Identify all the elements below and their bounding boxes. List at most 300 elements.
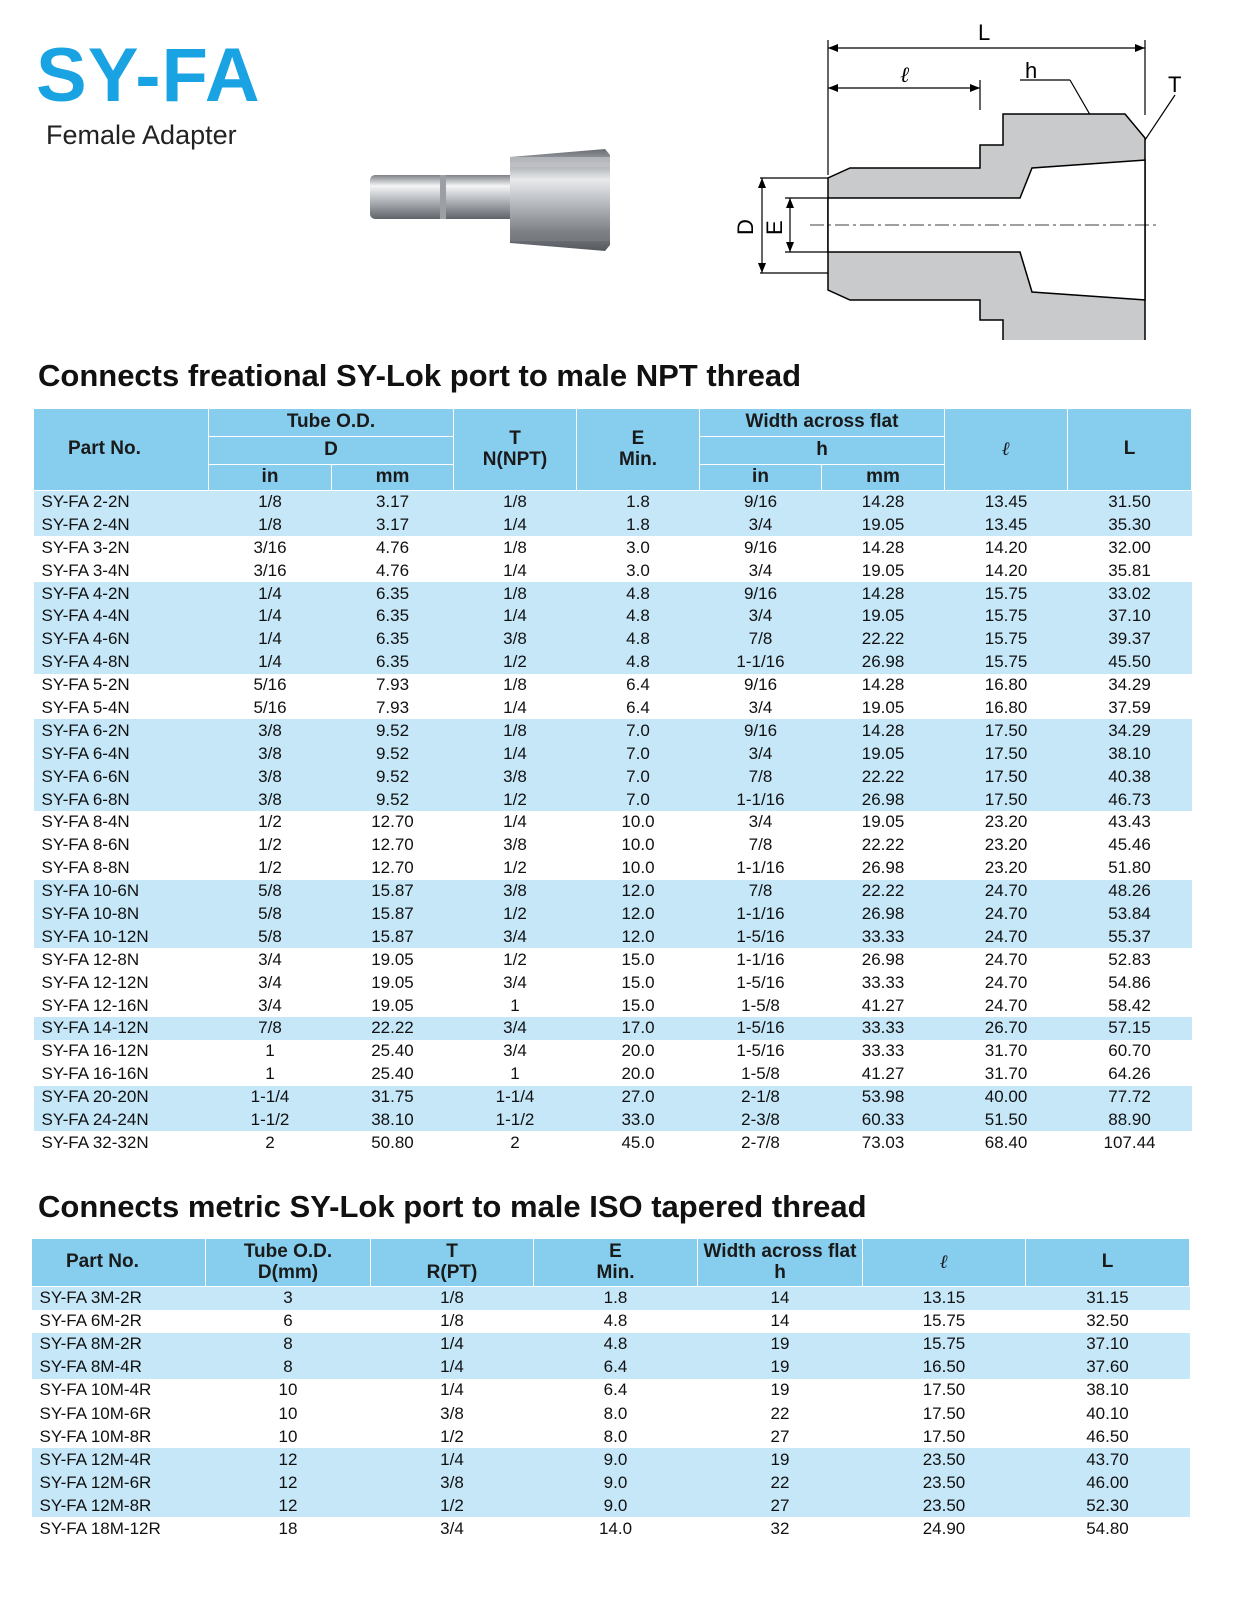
col2-t: T R(PT) [371, 1239, 534, 1287]
value-cell: 1/2 [209, 811, 332, 834]
value-cell: 3/8 [454, 628, 577, 651]
value-cell: 1/8 [209, 513, 332, 536]
product-photo [370, 145, 620, 255]
value-cell: 4.8 [577, 582, 700, 605]
part-number-cell: SY-FA 2-4N [34, 513, 209, 536]
value-cell: 6.4 [534, 1356, 698, 1379]
dim-h-label: h [1025, 58, 1038, 83]
value-cell: 14.28 [822, 491, 945, 514]
part-number-cell: SY-FA 18M-12R [32, 1517, 206, 1540]
part-number-cell: SY-FA 3-4N [34, 559, 209, 582]
value-cell: 26.98 [822, 857, 945, 880]
value-cell: 3/8 [371, 1402, 534, 1425]
value-cell: 27.0 [577, 1086, 700, 1109]
col-h-mm: mm [822, 465, 945, 491]
value-cell: 9.0 [534, 1494, 698, 1517]
part-number-cell: SY-FA 6-6N [34, 765, 209, 788]
value-cell: 5/16 [209, 697, 332, 720]
value-cell: 7/8 [700, 628, 822, 651]
col-L: L [1068, 409, 1192, 491]
value-cell: 1/4 [209, 628, 332, 651]
value-cell: 15.0 [577, 948, 700, 971]
value-cell: 52.83 [1068, 948, 1192, 971]
part-number-cell: SY-FA 8M-4R [32, 1356, 206, 1379]
value-cell: 50.80 [332, 1131, 454, 1154]
value-cell: 14.28 [822, 674, 945, 697]
table-row [34, 1040, 1192, 1063]
value-cell: 4.8 [577, 651, 700, 674]
value-cell: 15.87 [332, 903, 454, 926]
value-cell: 15.0 [577, 971, 700, 994]
part-number-cell: SY-FA 24-24N [34, 1109, 209, 1132]
value-cell: 19.05 [822, 811, 945, 834]
value-cell: 22 [698, 1471, 863, 1494]
value-cell: 3.17 [332, 491, 454, 514]
col2-e: E Min. [534, 1239, 698, 1287]
value-cell: 1/2 [454, 651, 577, 674]
value-cell: 2 [454, 1131, 577, 1154]
value-cell: 5/16 [209, 674, 332, 697]
value-cell: 6.4 [577, 674, 700, 697]
value-cell: 15.87 [332, 925, 454, 948]
iso-table [31, 1238, 1190, 1541]
value-cell: 10 [206, 1402, 371, 1425]
value-cell: 46.00 [1026, 1471, 1190, 1494]
value-cell: 54.80 [1026, 1517, 1190, 1540]
value-cell: 1 [454, 1063, 577, 1086]
value-cell: 33.33 [822, 1017, 945, 1040]
table-row [32, 1287, 1190, 1310]
value-cell: 1/8 [454, 536, 577, 559]
value-cell: 27 [698, 1494, 863, 1517]
value-cell: 15.75 [863, 1310, 1026, 1333]
value-cell: 1/4 [371, 1448, 534, 1471]
value-cell: 38.10 [332, 1109, 454, 1132]
value-cell: 16.80 [945, 697, 1068, 720]
value-cell: 22 [698, 1402, 863, 1425]
value-cell: 15.0 [577, 994, 700, 1017]
part-number-cell: SY-FA 4-2N [34, 582, 209, 605]
value-cell: 1/8 [371, 1310, 534, 1333]
value-cell: 9/16 [700, 674, 822, 697]
value-cell: 33.02 [1068, 582, 1192, 605]
table-row [34, 674, 1192, 697]
value-cell: 3/4 [700, 811, 822, 834]
value-cell: 88.90 [1068, 1109, 1192, 1132]
value-cell: 40.00 [945, 1086, 1068, 1109]
value-cell: 22.22 [822, 834, 945, 857]
col-l: ℓ [945, 409, 1068, 491]
part-number-cell: SY-FA 20-20N [34, 1086, 209, 1109]
value-cell: 45.0 [577, 1131, 700, 1154]
value-cell: 23.50 [863, 1448, 1026, 1471]
value-cell: 3/4 [454, 1040, 577, 1063]
value-cell: 1/4 [454, 742, 577, 765]
value-cell: 1/2 [454, 788, 577, 811]
value-cell: 19.05 [332, 971, 454, 994]
value-cell: 3/8 [209, 765, 332, 788]
value-cell: 24.70 [945, 971, 1068, 994]
value-cell: 31.75 [332, 1086, 454, 1109]
value-cell: 43.70 [1026, 1448, 1190, 1471]
value-cell: 37.10 [1068, 605, 1192, 628]
table-row [34, 513, 1192, 536]
value-cell: 19 [698, 1356, 863, 1379]
table-row [34, 948, 1192, 971]
value-cell: 12 [206, 1448, 371, 1471]
dim-E-label: E [762, 220, 787, 235]
value-cell: 68.40 [945, 1131, 1068, 1154]
value-cell: 15.75 [945, 628, 1068, 651]
table-row [34, 651, 1192, 674]
value-cell: 12 [206, 1471, 371, 1494]
section1-title: Connects freational SY-Lok port to male NPT thread [38, 358, 802, 393]
dim-l-label: ℓ [900, 63, 910, 88]
value-cell: 17.50 [863, 1379, 1026, 1402]
part-number-cell: SY-FA 8M-2R [32, 1333, 206, 1356]
table-row [32, 1517, 1190, 1540]
value-cell: 12.0 [577, 925, 700, 948]
col2-width: Width across flat h [698, 1239, 863, 1287]
value-cell: 35.81 [1068, 559, 1192, 582]
value-cell: 20.0 [577, 1040, 700, 1063]
value-cell: 6.35 [332, 651, 454, 674]
value-cell: 1 [454, 994, 577, 1017]
value-cell: 38.10 [1068, 742, 1192, 765]
value-cell: 41.27 [822, 1063, 945, 1086]
table-row [32, 1356, 1190, 1379]
value-cell: 77.72 [1068, 1086, 1192, 1109]
part-number-cell: SY-FA 10-8N [34, 903, 209, 926]
value-cell: 1/4 [209, 651, 332, 674]
col-d-mm: mm [332, 465, 454, 491]
value-cell: 19.05 [822, 697, 945, 720]
table-row [32, 1333, 1190, 1356]
value-cell: 6.4 [534, 1379, 698, 1402]
value-cell: 32.00 [1068, 536, 1192, 559]
value-cell: 22.22 [822, 628, 945, 651]
value-cell: 1/8 [454, 491, 577, 514]
value-cell: 48.26 [1068, 880, 1192, 903]
dimension-drawing [720, 20, 1210, 340]
value-cell: 23.20 [945, 811, 1068, 834]
value-cell: 17.0 [577, 1017, 700, 1040]
value-cell: 1/8 [454, 582, 577, 605]
part-number-cell: SY-FA 12M-4R [32, 1448, 206, 1471]
value-cell: 1/8 [454, 719, 577, 742]
value-cell: 1/2 [454, 903, 577, 926]
table-row [34, 628, 1192, 651]
table-row [34, 1086, 1192, 1109]
value-cell: 1.8 [577, 491, 700, 514]
value-cell: 12.0 [577, 880, 700, 903]
value-cell: 1/2 [371, 1494, 534, 1517]
value-cell: 1/8 [371, 1287, 534, 1310]
part-number-cell: SY-FA 14-12N [34, 1017, 209, 1040]
col2-l: ℓ [863, 1239, 1026, 1287]
value-cell: 3/8 [454, 834, 577, 857]
value-cell: 19.05 [822, 742, 945, 765]
value-cell: 3/4 [700, 513, 822, 536]
value-cell: 3/4 [209, 971, 332, 994]
value-cell: 3.0 [577, 559, 700, 582]
value-cell: 9/16 [700, 582, 822, 605]
value-cell: 3/4 [700, 697, 822, 720]
table-row [34, 994, 1192, 1017]
value-cell: 3/8 [209, 788, 332, 811]
value-cell: 1/4 [371, 1356, 534, 1379]
value-cell: 3/8 [371, 1471, 534, 1494]
table-row [32, 1448, 1190, 1471]
part-number-cell: SY-FA 12-8N [34, 948, 209, 971]
value-cell: 10 [206, 1425, 371, 1448]
value-cell: 31.15 [1026, 1287, 1190, 1310]
table-row [34, 971, 1192, 994]
value-cell: 19.05 [822, 513, 945, 536]
value-cell: 10.0 [577, 811, 700, 834]
part-number-cell: SY-FA 6-4N [34, 742, 209, 765]
value-cell: 1-5/8 [700, 994, 822, 1017]
value-cell: 3/4 [454, 971, 577, 994]
value-cell: 9/16 [700, 536, 822, 559]
col-t: T N(NPT) [454, 409, 577, 491]
value-cell: 33.33 [822, 971, 945, 994]
value-cell: 12.70 [332, 834, 454, 857]
col-d: D [209, 437, 454, 465]
value-cell: 34.29 [1068, 719, 1192, 742]
value-cell: 4.8 [577, 628, 700, 651]
value-cell: 2-1/8 [700, 1086, 822, 1109]
part-number-cell: SY-FA 2-2N [34, 491, 209, 514]
value-cell: 14.20 [945, 559, 1068, 582]
table-row [32, 1379, 1190, 1402]
table-row [34, 559, 1192, 582]
value-cell: 1.8 [534, 1287, 698, 1310]
value-cell: 8.0 [534, 1425, 698, 1448]
value-cell: 3/8 [454, 765, 577, 788]
value-cell: 20.0 [577, 1063, 700, 1086]
col-part-no: Part No. [34, 409, 209, 491]
value-cell: 14.28 [822, 536, 945, 559]
part-number-cell: SY-FA 6-8N [34, 788, 209, 811]
value-cell: 107.44 [1068, 1131, 1192, 1154]
value-cell: 3/8 [454, 880, 577, 903]
value-cell: 1 [209, 1063, 332, 1086]
part-number-cell: SY-FA 8-8N [34, 857, 209, 880]
value-cell: 3/4 [700, 742, 822, 765]
value-cell: 31.70 [945, 1040, 1068, 1063]
value-cell: 9.0 [534, 1448, 698, 1471]
table-row [34, 834, 1192, 857]
col-h-in: in [700, 465, 822, 491]
value-cell: 3/16 [209, 559, 332, 582]
value-cell: 2-3/8 [700, 1109, 822, 1132]
value-cell: 17.50 [945, 788, 1068, 811]
value-cell: 15.87 [332, 880, 454, 903]
table-row [34, 765, 1192, 788]
npt-table [33, 408, 1192, 1154]
value-cell: 58.42 [1068, 994, 1192, 1017]
value-cell: 7.0 [577, 765, 700, 788]
value-cell: 53.98 [822, 1086, 945, 1109]
value-cell: 1/2 [371, 1425, 534, 1448]
value-cell: 13.45 [945, 513, 1068, 536]
part-number-cell: SY-FA 16-12N [34, 1040, 209, 1063]
part-number-cell: SY-FA 4-6N [34, 628, 209, 651]
value-cell: 23.50 [863, 1471, 1026, 1494]
value-cell: 22.22 [332, 1017, 454, 1040]
value-cell: 5/8 [209, 925, 332, 948]
part-number-cell: SY-FA 16-16N [34, 1063, 209, 1086]
value-cell: 5/8 [209, 903, 332, 926]
value-cell: 35.30 [1068, 513, 1192, 536]
value-cell: 4.76 [332, 536, 454, 559]
value-cell: 16.80 [945, 674, 1068, 697]
value-cell: 14 [698, 1287, 863, 1310]
value-cell: 3.0 [577, 536, 700, 559]
part-number-cell: SY-FA 6-2N [34, 719, 209, 742]
col-e: E Min. [577, 409, 700, 491]
part-number-cell: SY-FA 12-12N [34, 971, 209, 994]
value-cell: 52.30 [1026, 1494, 1190, 1517]
value-cell: 40.10 [1026, 1402, 1190, 1425]
value-cell: 1 [209, 1040, 332, 1063]
table-row [34, 719, 1192, 742]
value-cell: 9.52 [332, 788, 454, 811]
value-cell: 3/8 [209, 742, 332, 765]
value-cell: 13.45 [945, 491, 1068, 514]
value-cell: 8.0 [534, 1402, 698, 1425]
value-cell: 19.05 [822, 559, 945, 582]
value-cell: 38.10 [1026, 1379, 1190, 1402]
value-cell: 24.70 [945, 880, 1068, 903]
value-cell: 10.0 [577, 834, 700, 857]
value-cell: 53.84 [1068, 903, 1192, 926]
value-cell: 2-7/8 [700, 1131, 822, 1154]
table-row [34, 491, 1192, 514]
part-number-cell: SY-FA 10-12N [34, 925, 209, 948]
table-row [34, 1017, 1192, 1040]
value-cell: 9.52 [332, 742, 454, 765]
value-cell: 8 [206, 1356, 371, 1379]
value-cell: 57.15 [1068, 1017, 1192, 1040]
value-cell: 25.40 [332, 1063, 454, 1086]
table-row [32, 1425, 1190, 1448]
value-cell: 3/4 [454, 1017, 577, 1040]
value-cell: 32.50 [1026, 1310, 1190, 1333]
table-row [32, 1310, 1190, 1333]
value-cell: 4.8 [577, 605, 700, 628]
col2-tube-od: Tube O.D. D(mm) [206, 1239, 371, 1287]
value-cell: 1/2 [209, 857, 332, 880]
value-cell: 60.33 [822, 1109, 945, 1132]
value-cell: 7/8 [700, 834, 822, 857]
table-row [34, 788, 1192, 811]
value-cell: 1-1/16 [700, 948, 822, 971]
value-cell: 14.0 [534, 1517, 698, 1540]
value-cell: 1-1/16 [700, 903, 822, 926]
value-cell: 31.70 [945, 1063, 1068, 1086]
value-cell: 40.38 [1068, 765, 1192, 788]
value-cell: 19.05 [822, 605, 945, 628]
table-row [34, 697, 1192, 720]
part-number-cell: SY-FA 12-16N [34, 994, 209, 1017]
value-cell: 41.27 [822, 994, 945, 1017]
part-number-cell: SY-FA 32-32N [34, 1131, 209, 1154]
value-cell: 17.50 [863, 1425, 1026, 1448]
value-cell: 43.43 [1068, 811, 1192, 834]
value-cell: 1-1/16 [700, 857, 822, 880]
value-cell: 1/4 [454, 811, 577, 834]
value-cell: 24.70 [945, 925, 1068, 948]
value-cell: 5/8 [209, 880, 332, 903]
value-cell: 13.15 [863, 1287, 1026, 1310]
value-cell: 51.50 [945, 1109, 1068, 1132]
value-cell: 7/8 [700, 880, 822, 903]
value-cell: 31.50 [1068, 491, 1192, 514]
value-cell: 22.22 [822, 765, 945, 788]
value-cell: 1-5/16 [700, 971, 822, 994]
value-cell: 9/16 [700, 491, 822, 514]
value-cell: 23.20 [945, 857, 1068, 880]
part-number-cell: SY-FA 4-4N [34, 605, 209, 628]
value-cell: 12.70 [332, 811, 454, 834]
value-cell: 26.98 [822, 788, 945, 811]
value-cell: 25.40 [332, 1040, 454, 1063]
value-cell: 14.28 [822, 719, 945, 742]
table-row [34, 903, 1192, 926]
value-cell: 1/4 [454, 513, 577, 536]
part-number-cell: SY-FA 3M-2R [32, 1287, 206, 1310]
value-cell: 1-1/4 [209, 1086, 332, 1109]
col-tube-od: Tube O.D. [209, 409, 454, 437]
table-row [34, 582, 1192, 605]
part-number-cell: SY-FA 4-8N [34, 651, 209, 674]
value-cell: 26.98 [822, 903, 945, 926]
value-cell: 6.35 [332, 628, 454, 651]
value-cell: 37.59 [1068, 697, 1192, 720]
value-cell: 3 [206, 1287, 371, 1310]
value-cell: 9/16 [700, 719, 822, 742]
value-cell: 9.52 [332, 765, 454, 788]
table-row [34, 605, 1192, 628]
value-cell: 37.60 [1026, 1356, 1190, 1379]
value-cell: 60.70 [1068, 1040, 1192, 1063]
value-cell: 14 [698, 1310, 863, 1333]
value-cell: 1-1/16 [700, 651, 822, 674]
part-number-cell: SY-FA 10M-8R [32, 1425, 206, 1448]
table-row [34, 1131, 1192, 1154]
part-number-cell: SY-FA 8-4N [34, 811, 209, 834]
value-cell: 15.75 [945, 605, 1068, 628]
col2-part-no: Part No. [32, 1239, 206, 1287]
value-cell: 1/8 [454, 674, 577, 697]
value-cell: 3/16 [209, 536, 332, 559]
part-number-cell: SY-FA 5-4N [34, 697, 209, 720]
value-cell: 1-1/2 [209, 1109, 332, 1132]
table-row [32, 1402, 1190, 1425]
value-cell: 26.98 [822, 948, 945, 971]
value-cell: 3/4 [454, 925, 577, 948]
table-row [34, 1109, 1192, 1132]
part-number-cell: SY-FA 10-6N [34, 880, 209, 903]
part-number-cell: SY-FA 3-2N [34, 536, 209, 559]
dim-T-label: T [1168, 72, 1182, 97]
value-cell: 9.0 [534, 1471, 698, 1494]
value-cell: 1/2 [209, 834, 332, 857]
value-cell: 4.8 [534, 1310, 698, 1333]
value-cell: 19.05 [332, 994, 454, 1017]
